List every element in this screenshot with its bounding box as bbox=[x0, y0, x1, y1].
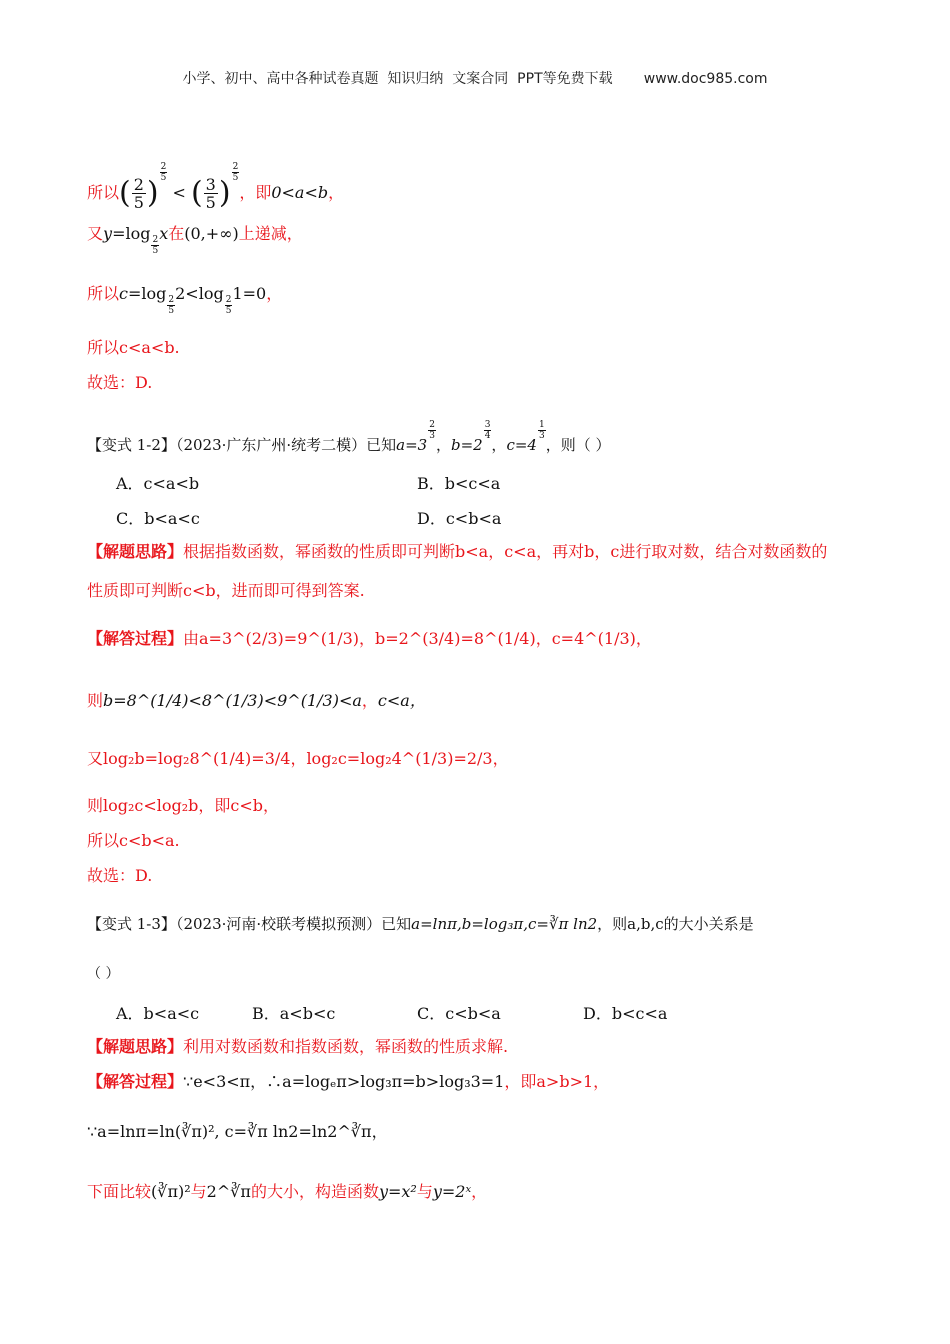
text: ，即a>b>1， bbox=[504, 1072, 610, 1091]
page-header: 小学、初中、高中各种试卷真题 知识归纳 文案合同 PPT等免费下载 www.doc985.com bbox=[182, 71, 768, 87]
process-line-1-3-3 bbox=[87, 1181, 487, 1203]
process-tag: 【解答过程】 bbox=[87, 1072, 184, 1091]
expr: y=2ˣ bbox=[432, 1182, 472, 1201]
text: 在 bbox=[168, 224, 185, 243]
expr: ∵e<3<π，∴a=logₑπ>log₃π=b>log₃3=1 bbox=[183, 1072, 505, 1091]
text: 与 bbox=[416, 1182, 433, 1201]
interval: (0,+∞) bbox=[184, 224, 239, 243]
text: 下面比较 bbox=[87, 1182, 152, 1201]
option-b: B．a<b<c bbox=[252, 1004, 336, 1023]
text: 与 bbox=[190, 1182, 207, 1201]
question-tag: 【变式 1-2】 bbox=[87, 436, 176, 454]
solution-idea-1-2-cont: 性质即可判断c<b，进而即可得到答案. bbox=[87, 581, 365, 600]
process-line-1-3-2: ∵a=lnπ=ln(∛π)², c=∛π ln2=ln2^∛π， bbox=[87, 1122, 388, 1141]
process-line-3: 又log₂b=log₂8^(1/4)=3/4，log₂c=log₂4^(1/3)=2/3， bbox=[87, 749, 509, 768]
option-c: C．b<a<c bbox=[116, 509, 200, 528]
step-line-1: 所以( $\frac{2}{5}$ ) $\frac{2}{5}$ < ( $\frac{3}{5}$ ) $\frac{2}{5}$ ，即0<a<b， bbox=[87, 162, 345, 212]
option-d: D．c<b<a bbox=[417, 509, 502, 528]
option-a: A．b<a<c bbox=[116, 1004, 200, 1023]
step-line-4: 所以c<a<b. bbox=[87, 338, 180, 357]
process-line-2: 则b=8^(1/4)<8^(1/3)<9^(1/3)<a，c<a， bbox=[87, 691, 426, 710]
expr: (∛π)² bbox=[151, 1182, 191, 1201]
option-c: C．c<b<a bbox=[417, 1004, 501, 1023]
question-1-3 bbox=[87, 913, 754, 935]
text: 由a=3^(2/3)=9^(1/3)，b=2^(3/4)=8^(1/4)，c=4^(1/3)， bbox=[183, 629, 652, 648]
solution-idea-1-2 bbox=[87, 541, 827, 563]
text: ， bbox=[435, 436, 451, 454]
text: 所以 bbox=[87, 284, 120, 303]
text: 上递减， bbox=[238, 224, 303, 243]
text: 所以 bbox=[87, 183, 120, 202]
text: ，则a,b,c的大小关系是 bbox=[597, 915, 754, 933]
text: 又 bbox=[87, 224, 104, 243]
process-tag: 【解答过程】 bbox=[87, 629, 184, 648]
text: ， bbox=[471, 1182, 488, 1201]
expr: 2^∛π bbox=[206, 1182, 251, 1201]
solution-idea-1-3 bbox=[87, 1036, 508, 1058]
step-line-3: 所以c=log $\frac{2}{5}$ 2<log $\frac{2}{5}$ 1=0， bbox=[87, 284, 283, 316]
question-1-2: 【变式 1-2】（2023·广东广州·统考二模）已知a=3 $\frac{2}{3}$ ，b=2 $\frac{3}{4}$ ，c=4 $\frac{1}{3}$ ，则（ ） bbox=[87, 420, 611, 454]
question-source: （2023·河南·校联考模拟预测）已知 bbox=[175, 915, 412, 933]
question-tag: 【变式 1-3】 bbox=[87, 915, 176, 933]
step-line-2: 又y=log $\frac{2}{5}$ x在(0,+∞)上递减， bbox=[87, 224, 303, 256]
solution-process-1-2 bbox=[87, 628, 652, 650]
text: ， bbox=[266, 284, 283, 303]
text: 的大小，构造函数 bbox=[250, 1182, 379, 1201]
answer-line-2: 故选：D. bbox=[87, 866, 153, 885]
expr-c: c=4 bbox=[506, 436, 537, 454]
question-source: （2023·广东广州·统考二模）已知 bbox=[175, 436, 397, 454]
option-a: A．c<a<b bbox=[116, 474, 200, 493]
text: ，则（ ） bbox=[545, 436, 611, 454]
answer-line-1: 故选：D. bbox=[87, 373, 153, 392]
text: 根据指数函数，幂函数的性质即可判断b<a，c<a，再对b，c进行取对数，结合对数函数的 bbox=[183, 542, 828, 561]
option-d: D．b<c<a bbox=[583, 1004, 668, 1023]
expr: b=8^(1/4)<8^(1/3)<9^(1/3)<a bbox=[103, 691, 362, 710]
idea-tag: 【解题思路】 bbox=[87, 1037, 184, 1056]
expr: a=lnπ,b=log₃π,c=∛π ln2 bbox=[411, 915, 598, 933]
less-than: < bbox=[167, 183, 191, 202]
option-b: B．b<c<a bbox=[417, 474, 501, 493]
process-line-4: 则log₂c<log₂b，即c<b， bbox=[87, 796, 280, 815]
idea-tag: 【解题思路】 bbox=[87, 542, 184, 561]
expr-a: a=3 bbox=[396, 436, 428, 454]
expr: c<a， bbox=[377, 691, 426, 710]
process-line-5: 所以c<b<a. bbox=[87, 831, 180, 850]
text: 则 bbox=[87, 691, 104, 710]
text: 利用对数函数和指数函数，幂函数的性质求解. bbox=[183, 1037, 509, 1056]
expr-b: b=2 bbox=[450, 436, 483, 454]
expr: y=x² bbox=[378, 1182, 417, 1201]
solution-process-1-3 bbox=[87, 1071, 609, 1093]
answer-paren: （ ） bbox=[87, 966, 120, 982]
